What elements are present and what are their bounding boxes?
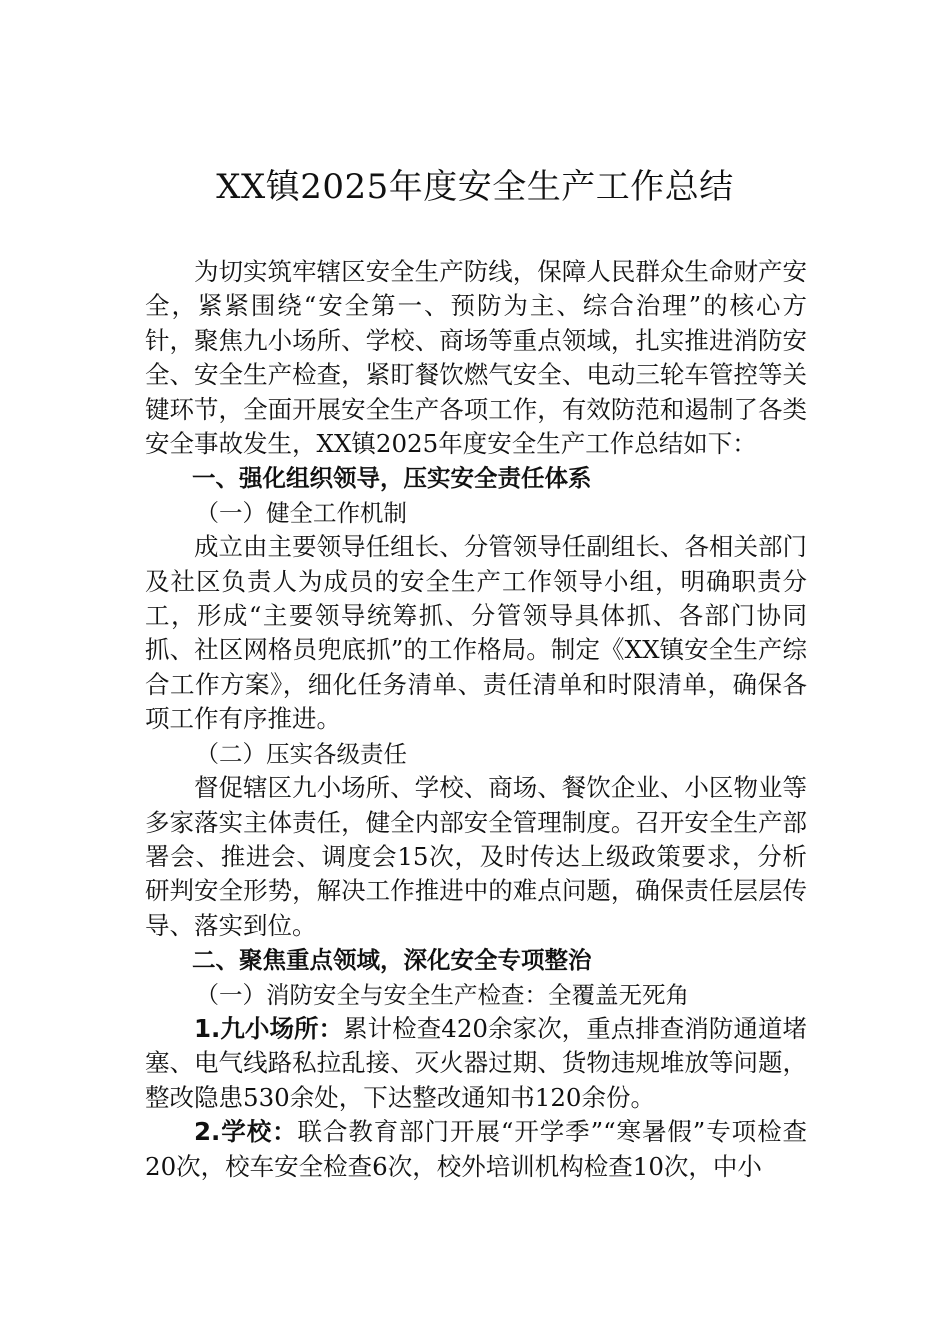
item-1-text: 累计检查420余家次，重点排查消防通道堵塞、电气线路私拉乱接、灭火器过期、货物违规堆放等问题，整改隐患530余处，下达整改通知书120余份。 [145,1013,808,1112]
section-2-1-heading: （一）消防安全与安全生产检查：全覆盖无死角 [195,980,690,1009]
item-2-label: 2.学校： [194,1117,298,1147]
section-1-heading: 一、强化组织领导，压实安全责任体系 [192,464,592,493]
item-2-text: 联合教育部门开展“开学季”“寒暑假”专项检查20次，校车安全检查6次，校外培训机构检查10次，中小 [145,1117,807,1181]
section-2-heading: 二、聚焦重点领域，深化安全专项整治 [192,946,592,975]
section-1-1-paragraph: 成立由主要领导任组长、分管领导任副组长、各相关部门及社区负责人为成员的安全生产工作领导小组，明确职责分工，形成“主要领导统筹抓、分管领导具体抓、各部门协同抓、社区网格员兜底抓”的工作格局。制定《XX镇安全生产综合工作方案》，细化任务清单、责任清单和时限清单，确保各项工作有序推进。 [145,532,807,734]
section-1-2-paragraph: 督促辖区九小场所、学校、商场、餐饮企业、小区物业等多家落实主体责任，健全内部安全管理制度。召开安全生产部署会、推进会、调度会15次，及时传达上级政策要求，分析研判安全形势，解决工作推进中的难点问题，确保责任层层传导、落实到位。 [145,773,807,940]
item-1-paragraph [145,1012,807,1115]
document-title: XX镇2025年度安全生产工作总结 [216,167,734,207]
document-body [145,255,807,1184]
item-2-paragraph [145,1115,807,1184]
section-1-2-heading: （二）压实各级责任 [195,739,408,768]
item-1-label: 1.九小场所： [194,1013,344,1043]
section-1-1-heading: （一）健全工作机制 [195,498,408,527]
intro-paragraph: 为切实筑牢辖区安全生产防线，保障人民群众生命财产安全，紧紧围绕“安全第一、预防为主、综合治理”的核心方针，聚焦九小场所、学校、商场等重点领域，扎实推进消防安全、安全生产检查，紧盯餐饮燃气安全、电动三轮车管控等关键环节，全面开展安全生产各项工作，有效防范和遏制了各类安全事故发生，XX镇2025年度安全生产工作总结如下： [145,257,807,459]
